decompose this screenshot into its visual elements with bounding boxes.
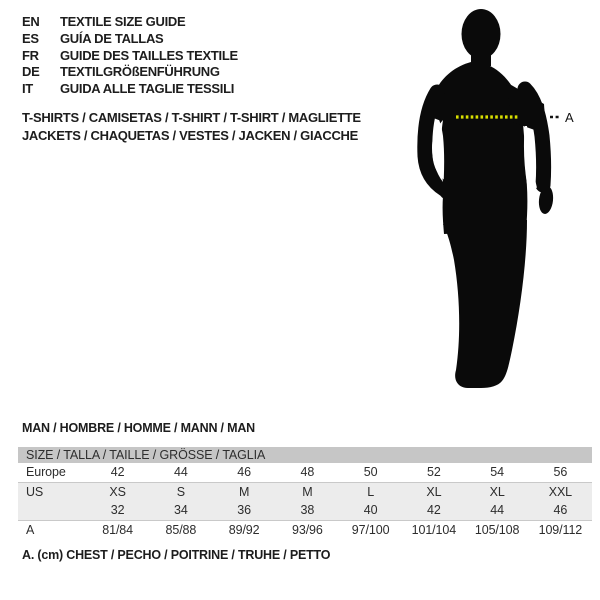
- table-row-chest-a: [18, 520, 592, 539]
- size-cell: 89/92: [228, 523, 260, 537]
- size-cell: 50: [363, 465, 378, 479]
- size-cell: 46: [553, 503, 568, 517]
- size-cell: M: [302, 485, 313, 499]
- size-cell: XL: [426, 485, 442, 499]
- man-silhouette-figure: [380, 0, 600, 420]
- silhouette-legs: [443, 220, 527, 388]
- size-cell: 105/108: [474, 523, 520, 537]
- row-label-us: US: [26, 485, 44, 499]
- lang-code: IT: [22, 81, 33, 97]
- lang-label: TEXTILE SIZE GUIDE: [60, 14, 186, 29]
- size-cell: 40: [363, 503, 378, 517]
- size-cell: 52: [427, 465, 441, 479]
- language-list: [22, 14, 238, 98]
- silhouette-hand-left: [439, 182, 459, 200]
- size-cell: 56: [553, 465, 568, 479]
- size-cell: XL: [489, 485, 505, 499]
- size-cell: 36: [237, 503, 251, 517]
- size-cell: 44: [174, 465, 188, 479]
- lang-row-de: [22, 64, 238, 81]
- lang-code: EN: [22, 14, 40, 29]
- size-cell: 101/104: [411, 523, 457, 537]
- size-cell: 109/112: [538, 523, 583, 537]
- lang-code: DE: [22, 64, 40, 80]
- size-cell: 81/84: [102, 523, 134, 537]
- category-line-tshirts: T-SHIRTS / CAMISETAS / T-SHIRT / T-SHIRT / MAGLIETTE: [22, 110, 361, 125]
- category-headings: [22, 109, 361, 145]
- lang-label: GUÍA DE TALLAS: [60, 30, 164, 46]
- size-cell: 97/100: [351, 523, 390, 537]
- size-cell: 93/96: [291, 523, 323, 537]
- size-cell: 42: [110, 465, 125, 479]
- row-label-a: A: [26, 523, 35, 537]
- size-table: [18, 447, 592, 539]
- table-row-uk: [18, 501, 592, 520]
- section-heading-man: MAN / HOMBRE / HOMME / MANN / MAN: [22, 421, 255, 435]
- table-row-us: [18, 482, 592, 501]
- size-cell: XXL: [548, 485, 573, 499]
- row-label-europe: Europe: [26, 465, 66, 479]
- size-cell: 32: [110, 503, 125, 517]
- size-cell: 44: [490, 503, 504, 517]
- category-line-jackets: JACKETS / CHAQUETAS / VESTES / JACKEN / GIACCHE: [22, 127, 358, 143]
- size-table-header: SIZE / TALLA / TAILLE / GRÖSSE / TAGLIA: [18, 447, 592, 463]
- size-cell: 38: [300, 503, 315, 517]
- size-cell: 34: [174, 503, 188, 517]
- size-cell: L: [367, 485, 375, 499]
- table-row-europe: [18, 463, 592, 482]
- man-silhouette: [380, 0, 600, 420]
- footnote-chest: A. (cm) CHEST / PECHO / POITRINE / TRUHE / PETTO: [22, 548, 331, 562]
- lang-label: TEXTILGRÖßENFÜHRUNG: [60, 64, 220, 80]
- size-cell: 54: [490, 465, 504, 479]
- size-cell: M: [238, 485, 250, 499]
- size-cell: 48: [300, 465, 315, 479]
- size-cell: 42: [427, 503, 441, 517]
- row-label-blank: [18, 501, 86, 520]
- lang-row-it: [22, 81, 238, 98]
- measure-label-a: A: [565, 110, 574, 125]
- lang-code: FR: [22, 47, 39, 63]
- lang-label: GUIDA ALLE TAGLIE TESSILI: [60, 81, 235, 97]
- size-cell: 46: [237, 465, 251, 479]
- lang-label: GUIDE DES TAILLES TEXTILE: [60, 47, 238, 63]
- size-cell: XS: [109, 485, 126, 499]
- lang-row-en: [22, 14, 238, 31]
- size-cell: S: [176, 485, 185, 499]
- lang-code: ES: [22, 30, 39, 46]
- lang-row-fr: [22, 48, 238, 65]
- size-cell: 85/88: [165, 523, 197, 537]
- lang-row-es: [22, 31, 238, 48]
